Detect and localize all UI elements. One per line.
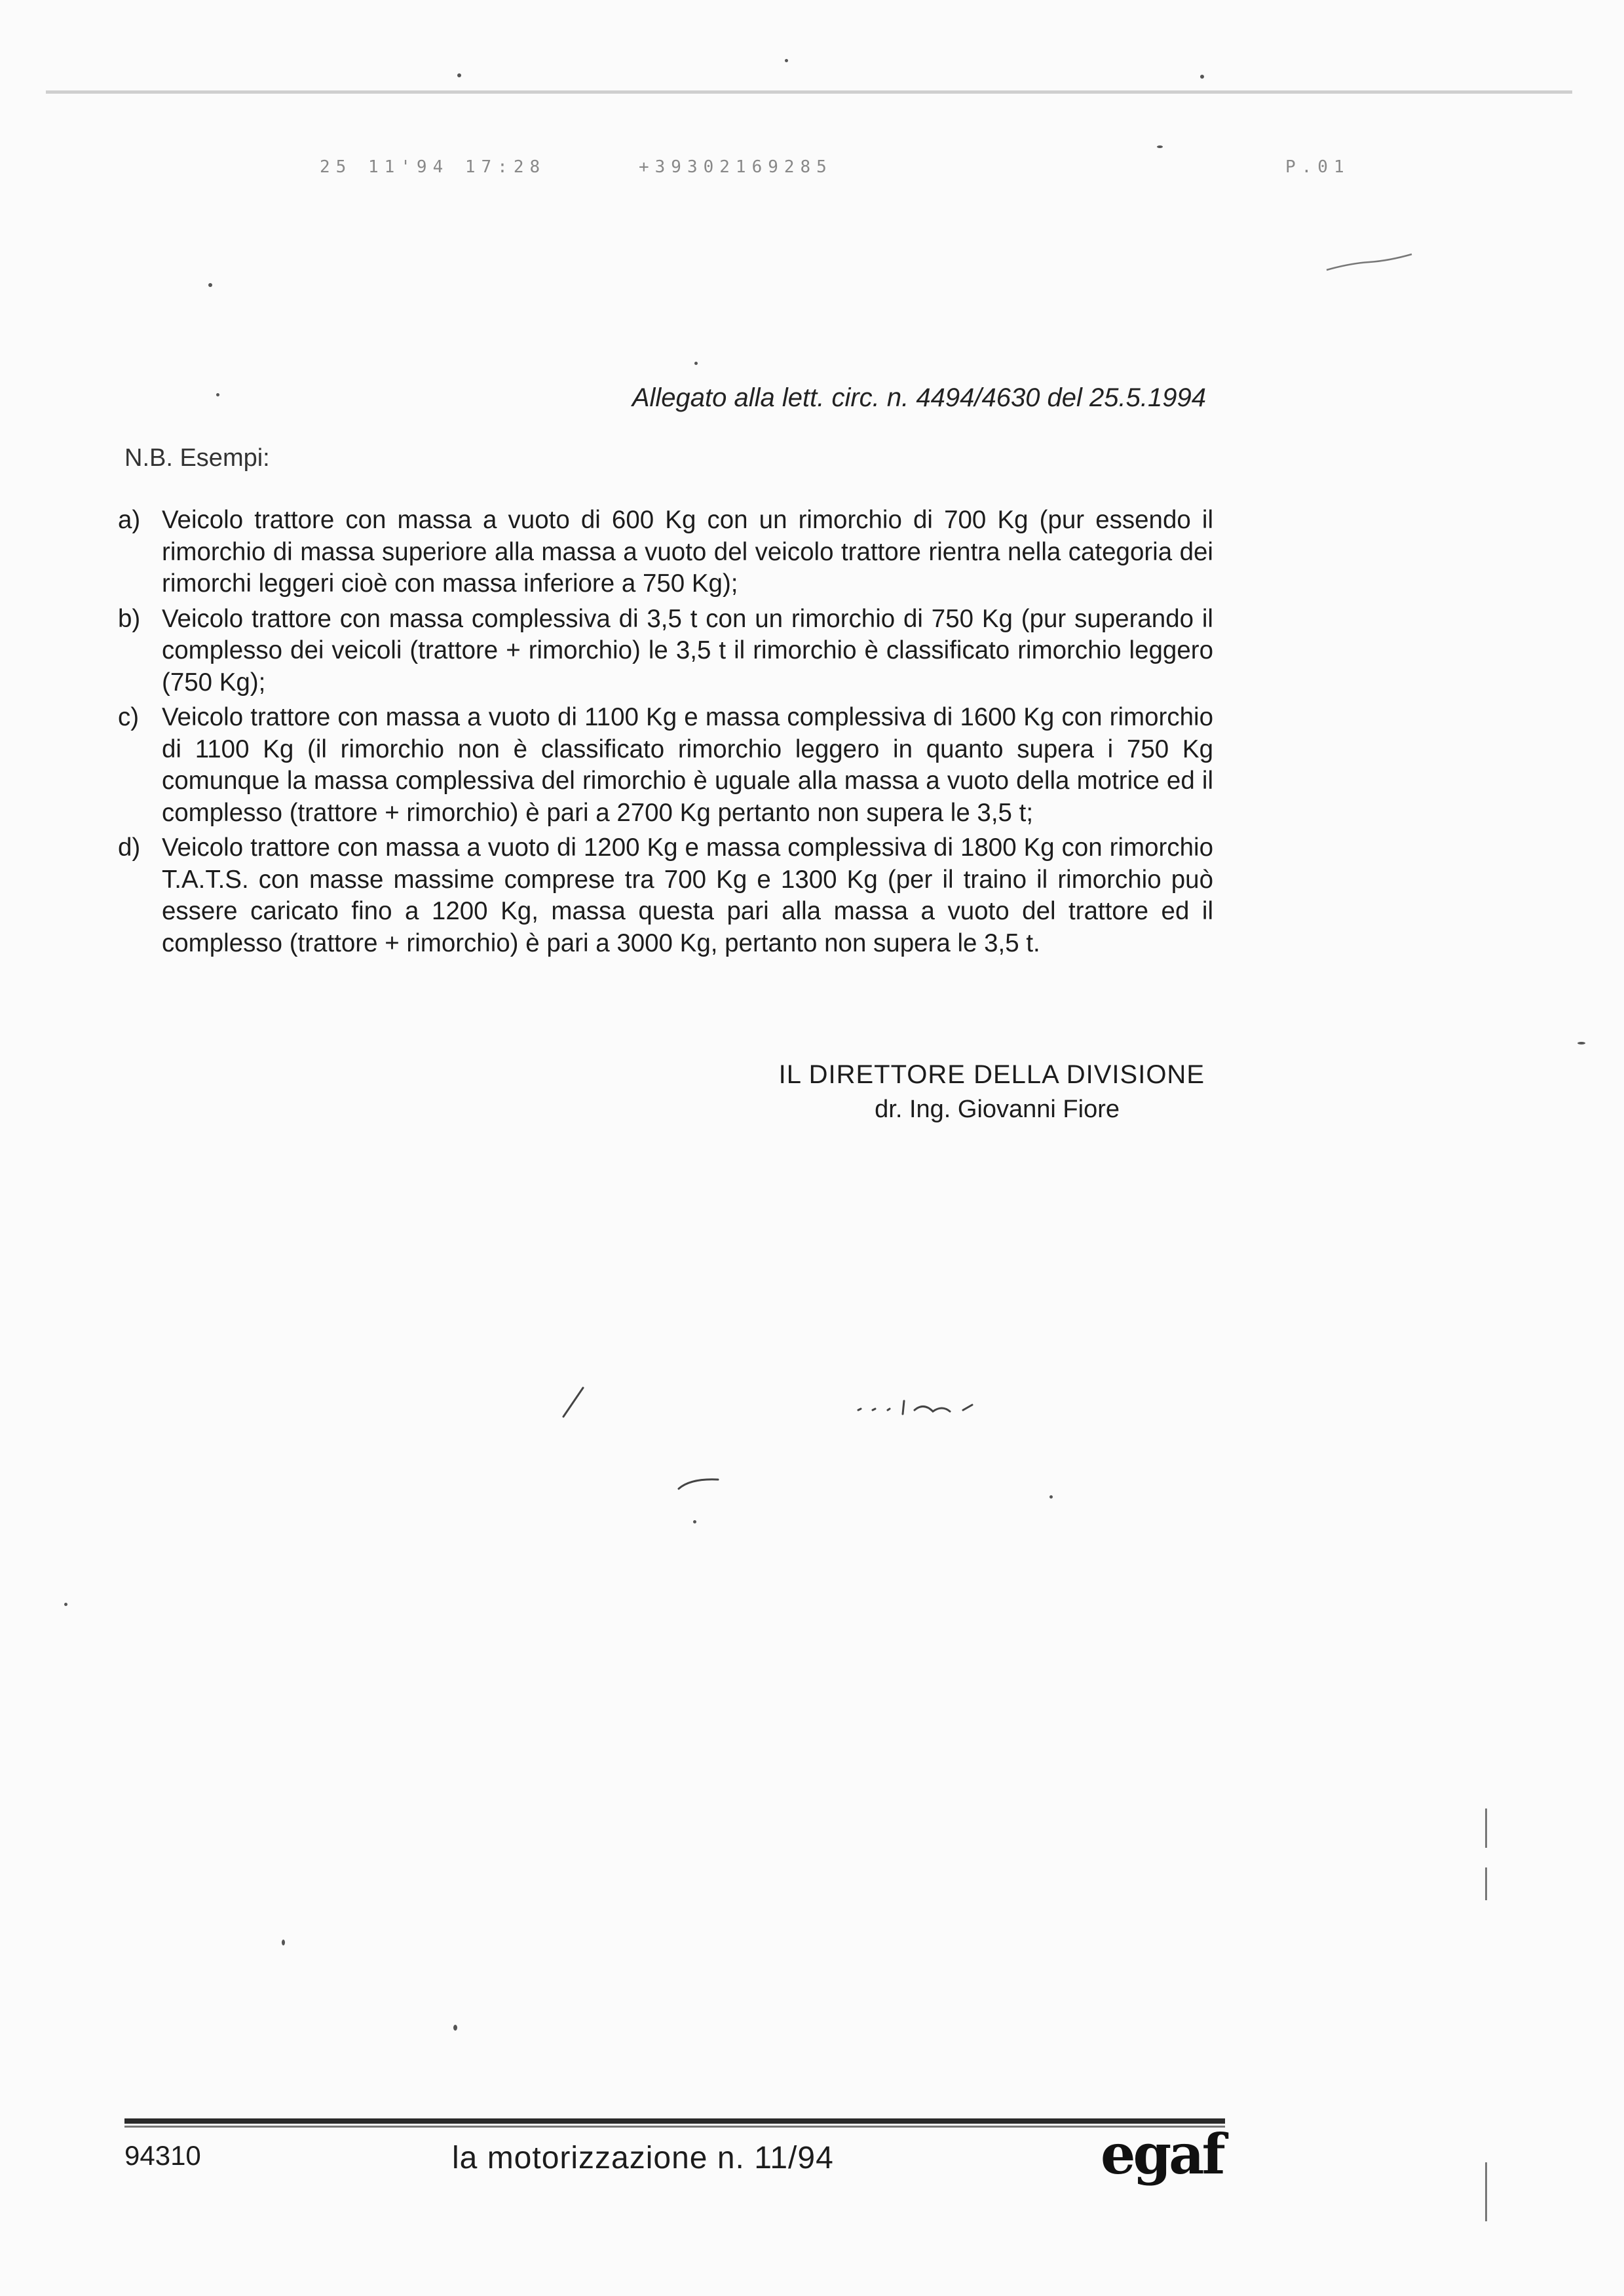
example-text: Veicolo trattore con massa a vuoto di 1200 Kg e massa complessiva di 1800 Kg con rimorchio T.A.T.S. con masse massime comprese tra 700 Kg e 1300 Kg (per il traino il rimorchio può essere caricato fino a 1200 Kg, massa questa pari alla massa a vuoto del trattore ed il complesso (trattore + rimorchio) è pari a 3000 Kg, pertanto non supera le 3,5 t. bbox=[162, 833, 1213, 957]
example-text: Veicolo trattore con massa a vuoto di 600 Kg con un rimorchio di 700 Kg (pur essendo il rimorchio di massa superiore alla massa a vuoto del veicolo trattore rientra nella categoria dei rimorchi leggeri cioè con massa inferiore a 750 Kg); bbox=[162, 506, 1213, 598]
margin-mark bbox=[1485, 1867, 1487, 1900]
examples-list bbox=[118, 505, 1213, 963]
fax-number: +39302169285 bbox=[639, 157, 833, 177]
scan-speck bbox=[785, 59, 788, 62]
scan-speck bbox=[453, 2025, 457, 2031]
footer-page-number: 94310 bbox=[124, 2140, 201, 2171]
footer-rule bbox=[124, 2118, 1225, 2124]
scan-speck bbox=[1200, 75, 1204, 79]
footer-publication: la motorizzazione n. 11/94 bbox=[452, 2141, 834, 2175]
margin-mark bbox=[1485, 2162, 1487, 2221]
scan-speck bbox=[1577, 1042, 1585, 1044]
example-item bbox=[118, 702, 1213, 829]
margin-mark bbox=[1485, 1808, 1487, 1848]
example-item bbox=[118, 505, 1213, 600]
nb-label: N.B. Esempi: bbox=[124, 444, 270, 472]
signatory-name: dr. Ing. Giovanni Fiore bbox=[875, 1096, 1120, 1123]
example-letter: c) bbox=[118, 703, 140, 731]
example-letter: a) bbox=[118, 506, 141, 534]
footer-rule bbox=[124, 2126, 1225, 2128]
example-text: Veicolo trattore con massa a vuoto di 1100 Kg e massa complessiva di 1600 Kg con rimorchio di 1100 Kg (il rimorchio non è classificato rimorchio leggero in quanto supera i 750 Kg comunque la massa complessiva del rimorchio è uguale alla massa a vuoto della motrice ed il complesso (trattore + rimorchio) è pari a 2700 Kg pertanto non supera le 3,5 t; bbox=[162, 703, 1213, 827]
example-text: Veicolo trattore con massa complessiva di 3,5 t con un rimorchio di 750 Kg (pur superando il complesso dei veicoli (trattore + rimorchio) le 3,5 t il rimorchio è classificato rimorchio leggero (750 Kg); bbox=[162, 604, 1213, 697]
scan-speck bbox=[1157, 145, 1163, 148]
signatory-title: IL DIRETTORE DELLA DIVISIONE bbox=[778, 1060, 1205, 1089]
example-item bbox=[118, 832, 1213, 959]
scan-speck bbox=[282, 1940, 285, 1945]
scan-speck bbox=[694, 362, 698, 365]
annex-reference: Allegato alla lett. circ. n. 4494/4630 del 25.5.1994 bbox=[632, 383, 1206, 412]
handwritten-signature bbox=[852, 1383, 1048, 1422]
handwritten-mark bbox=[1323, 249, 1415, 275]
example-letter: d) bbox=[118, 833, 141, 862]
fax-page-number: P.01 bbox=[1285, 157, 1350, 177]
scan-speck bbox=[64, 1603, 67, 1606]
handwritten-stroke bbox=[675, 1474, 727, 1494]
scan-speck bbox=[216, 393, 219, 396]
scan-speck bbox=[457, 73, 461, 77]
scan-speck bbox=[208, 283, 212, 287]
example-item bbox=[118, 603, 1213, 699]
example-letter: b) bbox=[118, 604, 141, 633]
scan-speck bbox=[1049, 1495, 1053, 1499]
egaf-logo: egaf bbox=[1101, 2122, 1223, 2187]
fax-top-rule bbox=[46, 90, 1572, 94]
scan-speck bbox=[693, 1520, 696, 1523]
fax-datetime: 25 11'94 17:28 bbox=[320, 157, 546, 177]
handwritten-stroke bbox=[557, 1384, 590, 1423]
